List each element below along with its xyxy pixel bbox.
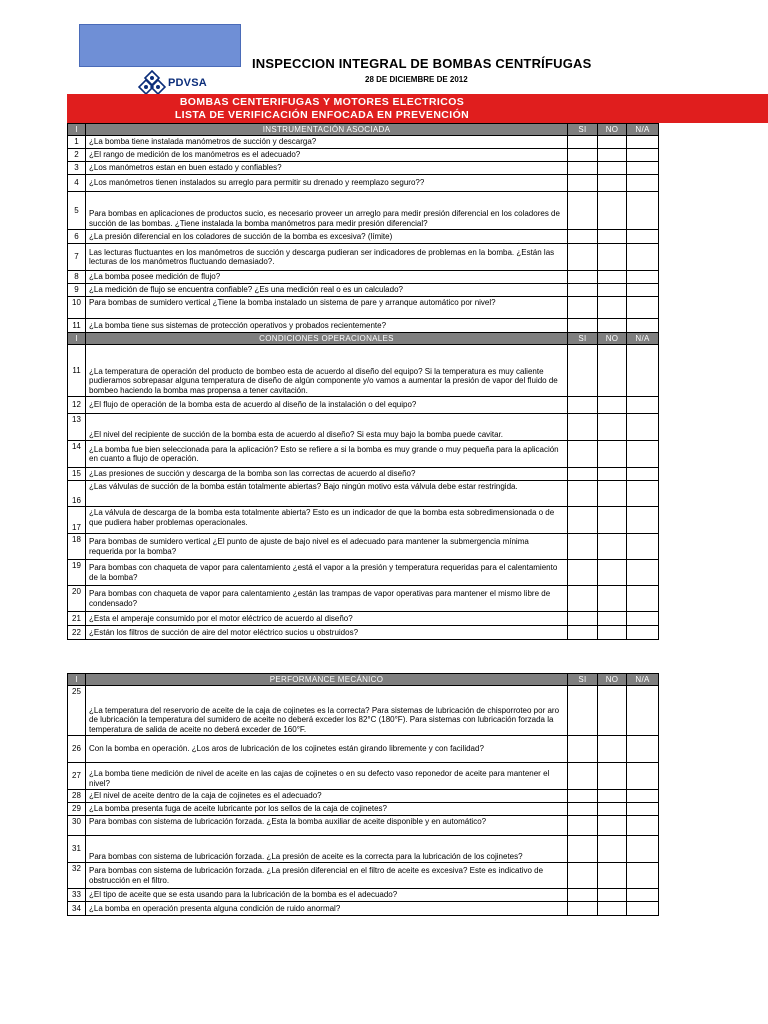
answer-no-cell[interactable] xyxy=(598,534,627,560)
answer-na-cell[interactable] xyxy=(627,803,659,816)
column-header-no: NO xyxy=(598,124,627,136)
item-number: 18 xyxy=(68,534,86,560)
document-date: 28 DE DICIEMBRE DE 2012 xyxy=(365,75,468,84)
answer-si-cell[interactable] xyxy=(568,803,598,816)
answer-si-cell[interactable] xyxy=(568,560,598,586)
item-number: 31 xyxy=(68,836,86,863)
item-number: 2 xyxy=(68,149,86,162)
answer-si-cell[interactable] xyxy=(568,816,598,836)
answer-no-cell[interactable] xyxy=(598,889,627,902)
item-number: 10 xyxy=(68,297,86,319)
answer-si-cell[interactable] xyxy=(568,345,598,397)
checklist-row xyxy=(68,175,659,192)
item-number: 30 xyxy=(68,816,86,836)
item-question: Las lecturas fluctuantes en los manómetros de succión y descarga pudieran ser indicadores de problemas en la bomba. ¿Están las lecturas de los manómetros fluctuando demasiado?. xyxy=(86,244,568,271)
answer-no-cell[interactable] xyxy=(598,481,627,507)
checklist-row xyxy=(68,816,659,836)
checklist-row xyxy=(68,889,659,902)
answer-na-cell[interactable] xyxy=(627,244,659,271)
item-number: 8 xyxy=(68,271,86,284)
item-question: Para bombas con chaqueta de vapor para calentamiento ¿están las trampas de vapor operativas para mantener el mismo libre de condensado? xyxy=(86,586,568,612)
answer-no-cell[interactable] xyxy=(598,162,627,175)
answer-na-cell[interactable] xyxy=(627,736,659,763)
answer-no-cell[interactable] xyxy=(598,297,627,319)
checklist-row xyxy=(68,560,659,586)
checklist-banner xyxy=(67,94,768,123)
item-question: Con la bomba en operación. ¿Los aros de lubricación de los cojinetes están girando libremente y con facilidad? xyxy=(86,736,568,763)
item-number: 4 xyxy=(68,175,86,192)
answer-no-cell[interactable] xyxy=(598,790,627,803)
checklist-row xyxy=(68,319,659,333)
answer-si-cell[interactable] xyxy=(568,397,598,414)
answer-si-cell[interactable] xyxy=(568,763,598,790)
checklist-row xyxy=(68,790,659,803)
item-question: ¿La bomba fue bien seleccionada para la aplicación? Esto se refiere a si la bomba es muy grande o muy pequeña para la aplicación en cuanto a flujo de operación. xyxy=(86,441,568,468)
checklist-row xyxy=(68,244,659,271)
answer-si-cell[interactable] xyxy=(568,612,598,626)
answer-si-cell[interactable] xyxy=(568,836,598,863)
answer-no-cell[interactable] xyxy=(598,397,627,414)
item-question: ¿La bomba presenta fuga de aceite lubricante por los sellos de la caja de cojinetes? xyxy=(86,803,568,816)
answer-no-cell[interactable] xyxy=(598,175,627,192)
checklist-row xyxy=(68,297,659,319)
answer-na-cell[interactable] xyxy=(627,790,659,803)
answer-na-cell[interactable] xyxy=(627,271,659,284)
item-number: 16 xyxy=(68,481,86,507)
checklist-row xyxy=(68,414,659,441)
item-number: 29 xyxy=(68,803,86,816)
answer-no-cell[interactable] xyxy=(598,902,627,916)
item-question: Para bombas con sistema de lubricación forzada. ¿Esta la bomba auxiliar de aceite disponible y en automático? xyxy=(86,816,568,836)
answer-no-cell[interactable] xyxy=(598,149,627,162)
answer-si-cell[interactable] xyxy=(568,136,598,149)
checklist-row xyxy=(68,586,659,612)
answer-no-cell[interactable] xyxy=(598,626,627,640)
item-question: ¿Esta el amperaje consumido por el motor eléctrico de acuerdo al diseño? xyxy=(86,612,568,626)
answer-si-cell[interactable] xyxy=(568,468,598,481)
section-title: PERFORMANCE MECÁNICO xyxy=(86,674,568,686)
item-question: ¿Están los filtros de succión de aire del motor eléctrico sucios u obstruidos? xyxy=(86,626,568,640)
answer-si-cell[interactable] xyxy=(568,162,598,175)
item-question: ¿La temperatura del reservorio de aceite de la caja de cojinetes es la correcta? Para sistemas de lubricación de chisporroteo por aro de lubricación la temperatura del sumidero de aceite no deberá exceder los 82°C (180°F). Para sistemas con lubricación forzada la temperatura de salida de aceite no deberá exceder de 160°F. xyxy=(86,686,568,736)
item-question: ¿El rango de medición de los manómetros es el adecuado? xyxy=(86,149,568,162)
item-number: 11 xyxy=(68,345,86,397)
answer-na-cell[interactable] xyxy=(627,192,659,230)
item-number: 25 xyxy=(68,686,86,736)
item-number: 27 xyxy=(68,763,86,790)
column-header-si: SI xyxy=(568,333,598,345)
item-question: ¿La válvula de descarga de la bomba esta totalmente abierta? Esto es un indicador de que la bomba esta sobredimensionada o de que pudiera haber problemas operacionales. xyxy=(86,507,568,534)
answer-no-cell[interactable] xyxy=(598,192,627,230)
item-number: 7 xyxy=(68,244,86,271)
item-question: Para bombas con chaqueta de vapor para calentamiento ¿está el vapor a la presión y temperatura requeridas para el calentamiento de la bomba? xyxy=(86,560,568,586)
answer-no-cell[interactable] xyxy=(598,507,627,534)
answer-no-cell[interactable] xyxy=(598,816,627,836)
answer-no-cell[interactable] xyxy=(598,284,627,297)
item-number: 19 xyxy=(68,560,86,586)
column-header-si: SI xyxy=(568,674,598,686)
item-question: ¿La bomba posee medición de flujo? xyxy=(86,271,568,284)
answer-na-cell[interactable] xyxy=(627,534,659,560)
answer-si-cell[interactable] xyxy=(568,586,598,612)
answer-na-cell[interactable] xyxy=(627,162,659,175)
answer-na-cell[interactable] xyxy=(627,319,659,333)
item-number: 28 xyxy=(68,790,86,803)
checklist-row xyxy=(68,686,659,736)
answer-na-cell[interactable] xyxy=(627,414,659,441)
item-number: 32 xyxy=(68,863,86,889)
section-number: I xyxy=(68,124,86,136)
checklist-row xyxy=(68,230,659,244)
item-number: 17 xyxy=(68,507,86,534)
section-number: I xyxy=(68,333,86,345)
answer-no-cell[interactable] xyxy=(598,319,627,333)
section-header-row xyxy=(68,124,659,136)
answer-si-cell[interactable] xyxy=(568,790,598,803)
item-number: 14 xyxy=(68,441,86,468)
checklist-row xyxy=(68,626,659,640)
answer-na-cell[interactable] xyxy=(627,586,659,612)
answer-si-cell[interactable] xyxy=(568,534,598,560)
answer-no-cell[interactable] xyxy=(598,586,627,612)
column-header-na: N/A xyxy=(627,674,659,686)
answer-si-cell[interactable] xyxy=(568,244,598,271)
header-color-block xyxy=(79,24,241,67)
checklist-row xyxy=(68,736,659,763)
checklist-row xyxy=(68,763,659,790)
answer-no-cell[interactable] xyxy=(598,612,627,626)
checklist-row xyxy=(68,284,659,297)
answer-na-cell[interactable] xyxy=(627,481,659,507)
item-question: ¿Las válvulas de succión de la bomba están totalmente abiertas? Bajo ningún motivo esta válvula debe estar restringida. xyxy=(86,481,568,507)
answer-na-cell[interactable] xyxy=(627,297,659,319)
item-question: ¿La temperatura de operación del producto de bombeo esta de acuerdo al diseño del equipo? Si la temperatura es muy caliente pudieramos sobrepasar alguna temperatura de diseño de algún componente y/o vamos a aumentar la presión de vapor del fluido de bombeo haciendo la bomba mas propensa a tener cavitación. xyxy=(86,345,568,397)
checklist-row xyxy=(68,803,659,816)
item-question: ¿El nivel del recipiente de succión de la bomba esta de acuerdo al diseño? Si esta muy bajo la bomba puede cavitar. xyxy=(86,414,568,441)
section-title: INSTRUMENTACIÓN ASOCIADA xyxy=(86,124,568,136)
answer-na-cell[interactable] xyxy=(627,468,659,481)
item-number: 3 xyxy=(68,162,86,175)
answer-na-cell[interactable] xyxy=(627,836,659,863)
answer-si-cell[interactable] xyxy=(568,481,598,507)
answer-na-cell[interactable] xyxy=(627,889,659,902)
answer-na-cell[interactable] xyxy=(627,175,659,192)
answer-no-cell[interactable] xyxy=(598,414,627,441)
item-question: Para bombas en aplicaciones de productos sucio, es necesario proveer un arreglo para medir presión diferencial en los coladores de succión de las bombas. ¿Tiene instalada la bomba manómetros para medir presión diferencial? xyxy=(86,192,568,230)
logo-text: PDVSA xyxy=(168,77,207,89)
answer-na-cell[interactable] xyxy=(627,902,659,916)
item-question: ¿El tipo de aceite que se esta usando para la lubricación de la bomba es el adecuado? xyxy=(86,889,568,902)
answer-no-cell[interactable] xyxy=(598,863,627,889)
item-question: ¿La bomba tiene sus sistemas de protección operativos y probados recientemente? xyxy=(86,319,568,333)
pdvsa-logo xyxy=(138,70,207,96)
answer-na-cell[interactable] xyxy=(627,863,659,889)
checklist-row xyxy=(68,863,659,889)
checklist-row xyxy=(68,612,659,626)
item-number: 20 xyxy=(68,586,86,612)
item-question: ¿Las presiones de succión y descarga de la bomba son las correctas de acuerdo al diseño? xyxy=(86,468,568,481)
answer-na-cell[interactable] xyxy=(627,441,659,468)
column-header-si: SI xyxy=(568,124,598,136)
pdvsa-emblem-icon xyxy=(138,70,166,96)
answer-si-cell[interactable] xyxy=(568,626,598,640)
item-number: 33 xyxy=(68,889,86,902)
answer-na-cell[interactable] xyxy=(627,136,659,149)
section-header-row xyxy=(68,674,659,686)
answer-na-cell[interactable] xyxy=(627,507,659,534)
checklist-row xyxy=(68,534,659,560)
item-question: ¿La bomba tiene instalada manómetros de succión y descarga? xyxy=(86,136,568,149)
answer-si-cell[interactable] xyxy=(568,902,598,916)
item-number: 1 xyxy=(68,136,86,149)
item-question: ¿La bomba tiene medición de nivel de aceite en las cajas de cojinetes o en su defecto vaso reponedor de aceite para mantener el nivel? xyxy=(86,763,568,790)
checklist-row xyxy=(68,149,659,162)
answer-na-cell[interactable] xyxy=(627,230,659,244)
answer-na-cell[interactable] xyxy=(627,763,659,790)
checklist-row xyxy=(68,902,659,916)
item-number: 15 xyxy=(68,468,86,481)
answer-na-cell[interactable] xyxy=(627,686,659,736)
answer-na-cell[interactable] xyxy=(627,345,659,397)
answer-si-cell[interactable] xyxy=(568,297,598,319)
answer-si-cell[interactable] xyxy=(568,414,598,441)
answer-no-cell[interactable] xyxy=(598,836,627,863)
answer-na-cell[interactable] xyxy=(627,149,659,162)
answer-no-cell[interactable] xyxy=(598,271,627,284)
item-number: 22 xyxy=(68,626,86,640)
item-number: 6 xyxy=(68,230,86,244)
checklist-row xyxy=(68,162,659,175)
item-question: Para bombas de sumidero vertical ¿El punto de ajuste de bajo nivel es el adecuado para mantener la submergencia mínima requerida por la bomba? xyxy=(86,534,568,560)
answer-si-cell[interactable] xyxy=(568,230,598,244)
section-table-instrumentacion xyxy=(67,123,659,640)
answer-si-cell[interactable] xyxy=(568,271,598,284)
column-header-no: NO xyxy=(598,674,627,686)
answer-si-cell[interactable] xyxy=(568,686,598,736)
item-number: 11 xyxy=(68,319,86,333)
answer-na-cell[interactable] xyxy=(627,560,659,586)
checklist-row xyxy=(68,836,659,863)
section-header-row xyxy=(68,333,659,345)
item-number: 9 xyxy=(68,284,86,297)
item-question: ¿Los manómetros estan en buen estado y confiables? xyxy=(86,162,568,175)
answer-si-cell[interactable] xyxy=(568,863,598,889)
section-title: CONDICIONES OPERACIONALES xyxy=(86,333,568,345)
checklist-row xyxy=(68,507,659,534)
answer-si-cell[interactable] xyxy=(568,192,598,230)
item-question: ¿Los manómetros tienen instalados su arreglo para permitir su drenado y reemplazo seguro?? xyxy=(86,175,568,192)
answer-no-cell[interactable] xyxy=(598,136,627,149)
answer-no-cell[interactable] xyxy=(598,763,627,790)
answer-si-cell[interactable] xyxy=(568,319,598,333)
checklist-row xyxy=(68,192,659,230)
answer-no-cell[interactable] xyxy=(598,560,627,586)
answer-si-cell[interactable] xyxy=(568,149,598,162)
answer-si-cell[interactable] xyxy=(568,175,598,192)
section-table-performance xyxy=(67,673,659,916)
answer-si-cell[interactable] xyxy=(568,507,598,534)
answer-na-cell[interactable] xyxy=(627,626,659,640)
answer-na-cell[interactable] xyxy=(627,284,659,297)
answer-na-cell[interactable] xyxy=(627,816,659,836)
checklist-row xyxy=(68,468,659,481)
answer-si-cell[interactable] xyxy=(568,441,598,468)
column-header-no: NO xyxy=(598,333,627,345)
item-question: Para bombas con sistema de lubricación forzada. ¿La presión de aceite es la correcta para la lubricación de los cojinetes? xyxy=(86,836,568,863)
item-question: Para bombas de sumidero vertical ¿Tiene la bomba instalado un sistema de pare y arranque automático por nivel? xyxy=(86,297,568,319)
answer-si-cell[interactable] xyxy=(568,889,598,902)
answer-na-cell[interactable] xyxy=(627,612,659,626)
answer-si-cell[interactable] xyxy=(568,736,598,763)
page-title: INSPECCION INTEGRAL DE BOMBAS CENTRÍFUGAS xyxy=(252,56,592,71)
item-number: 5 xyxy=(68,192,86,230)
item-question: Para bombas con sistema de lubricación forzada. ¿La presión diferencial en el filtro de aceite es excesiva? Este es indicativo de obstrucción en el filtro. xyxy=(86,863,568,889)
column-header-na: N/A xyxy=(627,124,659,136)
item-question: ¿El flujo de operación de la bomba esta de acuerdo al diseño de la instalación o del equipo? xyxy=(86,397,568,414)
item-number: 21 xyxy=(68,612,86,626)
item-number: 26 xyxy=(68,736,86,763)
checklist-row xyxy=(68,136,659,149)
answer-no-cell[interactable] xyxy=(598,468,627,481)
checklist-row xyxy=(68,441,659,468)
answer-no-cell[interactable] xyxy=(598,230,627,244)
item-number: 12 xyxy=(68,397,86,414)
checklist-row xyxy=(68,481,659,507)
item-question: ¿La presión diferencial en los coladores de succión de la bomba es excesiva? (límite) xyxy=(86,230,568,244)
answer-no-cell[interactable] xyxy=(598,345,627,397)
answer-no-cell[interactable] xyxy=(598,244,627,271)
section-number: I xyxy=(68,674,86,686)
item-question: ¿La bomba en operación presenta alguna condición de ruido anormal? xyxy=(86,902,568,916)
banner-line-2: LISTA DE VERIFICACIÓN ENFOCADA EN PREVENCIÓN xyxy=(174,109,470,121)
item-number: 13 xyxy=(68,414,86,441)
checklist-row xyxy=(68,271,659,284)
answer-no-cell[interactable] xyxy=(598,441,627,468)
answer-na-cell[interactable] xyxy=(627,397,659,414)
answer-no-cell[interactable] xyxy=(598,736,627,763)
item-question: ¿El nivel de aceite dentro de la caja de cojinetes es el adecuado? xyxy=(86,790,568,803)
item-number: 34 xyxy=(68,902,86,916)
column-header-na: N/A xyxy=(627,333,659,345)
checklist-row xyxy=(68,345,659,397)
answer-no-cell[interactable] xyxy=(598,686,627,736)
answer-no-cell[interactable] xyxy=(598,803,627,816)
checklist-row xyxy=(68,397,659,414)
banner-line-1: BOMBAS CENTERIFUGAS Y MOTORES ELECTRICOS xyxy=(179,96,465,108)
answer-si-cell[interactable] xyxy=(568,284,598,297)
item-question: ¿La medición de flujo se encuentra confiable? ¿Es una medición real o es un calculado? xyxy=(86,284,568,297)
